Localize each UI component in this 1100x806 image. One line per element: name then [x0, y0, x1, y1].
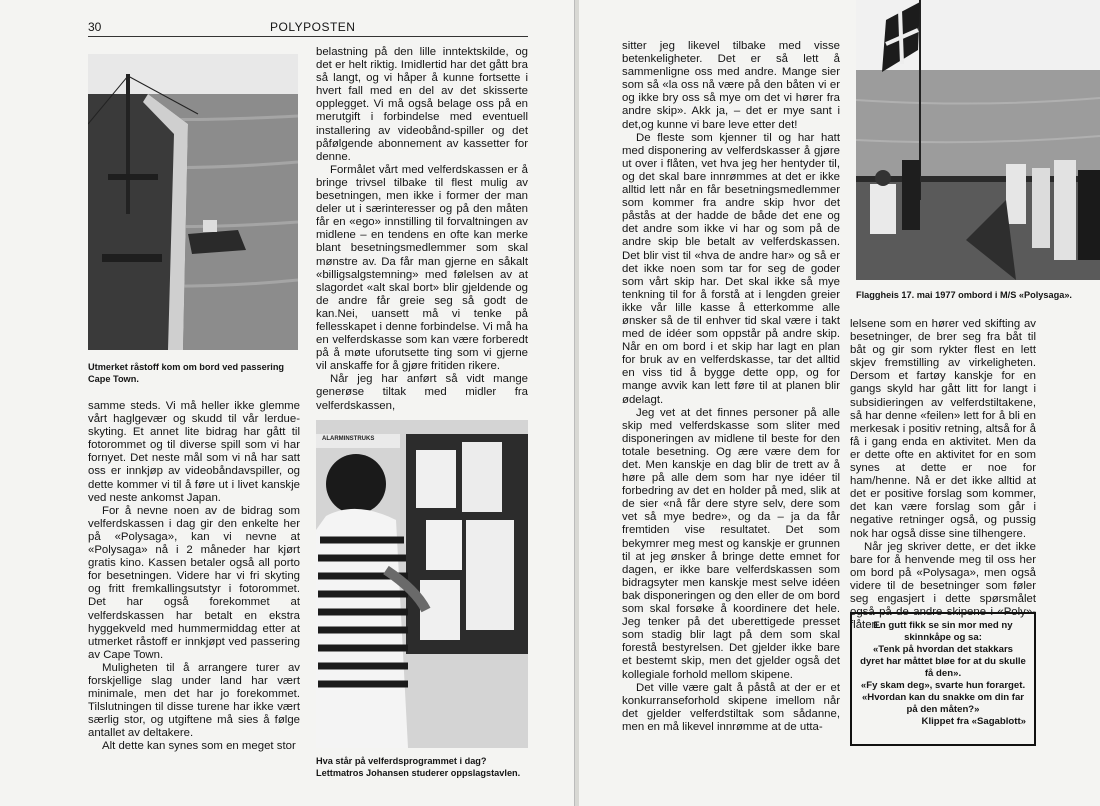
alarm-instruction-sign: ALARMINSTRUKS: [322, 436, 375, 442]
flag-hoist-photo: [856, 0, 1100, 280]
box-source: Klippet fra «Sagablott»: [921, 716, 1026, 727]
paragraph: Når jeg har anført så vidt mange generøse tiltak med midler fra velferdskassen,: [316, 373, 528, 412]
paragraph: Jeg vet at det finnes personer på alle skip med velferdskasse som sliter med disponeringen av midlene til beste for den totale besetning. Og ære være dem for det. Men kanskje en dag blir de trett av å høre på alle dem som har nye idéer til forbedring av det en holder på med, slik at de sier «nå får dere styre selv, dere som vet så mye bedre», og da – ja da får fremtiden vise resultatet. Det som bekymrer meg mest og kanskje er grunnen til at jeg ønsker å bringe dette emnet for dagen, er ikke bare velferdskassen som bidragsyter men kanskje mest selve idéen bak disponeringen og den eller de om bord som skal forsøke å koordinere det hele. Jeg tenker på det uberettigede presset som stadig blir lagt på dem som skal forestå bestyrelsen. Det gjelder ikke bare et bestemt skip, men det gjelder også det kollegiale forhold mellom skipene.: [622, 406, 840, 681]
anecdote-box: [850, 612, 1036, 746]
paragraph: Det ville være galt å påstå at der er et konkurranseforhold skipene imellom når det gjelder velferdstiltak som sådanne, men en må likevel innrømme at de utta-: [622, 681, 840, 733]
page-number: 30: [88, 20, 102, 34]
box-line: «Tenk på hvordan det stakkars dyret har måttet bløe for at du skulle få den».: [860, 644, 1026, 679]
photo-caption: Hva står på velferdsprogrammet i dag? Lettmatros Johansen studerer oppslagstavlen.: [316, 756, 521, 778]
paragraph: sitter jeg likevel tilbake med visse betenkeligheter. Det er så lett å sammenligne oss med andre. Mange sier som så «la oss nå være på den båten vi er og ikke bry oss så mye om det vi hører fra andre skip». Akk ja, – det er mye sant i det,og kunne vi bare leve etter det!: [622, 40, 840, 131]
photo-caption: Utmerket råstoff kom om bord ved passering Cape Town.: [88, 362, 285, 384]
paragraph: Formålet vårt med velferdskassen er å bringe trivsel tilbake til flest mulig av besetningen, men ikke i former der man deler ut i særinteresser og på den måten får en «ego» innstilling til forvaltningen av midlene – en tendens en ofte kan merke blant besetningsmedlemmer som skal mønstre av. Da får man gjerne en såkalt «billigsalgstemning» med følelsen av at slagordet «alt skal bort» blir gjeldende og de andre får greie seg så godt de kan.Nei, uansett må vi tenke på fellesskapet i denne forbindelse. Vi må ha en velferdskasse som kan være forberedt på å møte uforutsette ting som vi gjerne vil anskaffe for å gjøre fritiden rikere.: [316, 163, 528, 373]
paragraph: belastning på den lille inntektskilde, og det er helt riktig. Imidlertid har det gått bra så langt, og vi håper å kunne fortsette i hvert fall med en del av det skisserte opplegget. Vi må også belage oss på en merutgift i forbindelse med eventuell installering av videobånd-spiller og det påfølgende abonnement av kassetter for denne.: [316, 46, 528, 163]
running-header: POLYPOSTEN: [270, 20, 356, 34]
paragraph: Muligheten til å arrangere turer av forskjellige slag under land har vært minimale, men det har jo forekommet. Tilslutningen til disse turene har ikke vært særlig stor, og utgiftene må sies å følge antallet av deltakere.: [88, 661, 300, 740]
left-column-2: [316, 46, 528, 413]
paragraph: lelsene som en hører ved skifting av besetninger, de brer seg fra båt til båt og gir som rykter flest en lett skjev fremstilling av virkeligheten. Dersom et fartøy kanskje for en gangs skyld har gått litt for langt i subsidieringen av velferdstiltakene, så har denne «feilen» lett for å bli en merkesak i positiv retning, altså for å få i gang enda en aktivitet. Men da er dette ofte en aktivitet for en som synes at dette er noe for ham/henne. Nå er det ikke alltid at det er positive forslag som kommer, det kan være forslag som går i negative retninger også, og pussig nok har også disse sine tilhengere.: [850, 318, 1036, 540]
box-line: «Fy skam deg», svarte hun forarget. «Hvordan kan du snakke om din far på den måten?»: [860, 680, 1026, 715]
box-line: En gutt fikk se sin mor med ny skinnkåpe og sa:: [873, 620, 1013, 643]
left-column-1: [88, 400, 300, 754]
right-column-1: [622, 40, 840, 734]
header-rule: [88, 36, 528, 37]
ship-deck-photo: [88, 54, 298, 350]
paragraph: samme steds. Vi må heller ikke glemme vårt haglgevær og skudd til vår lerdue-skyting. Et annet lite bidrag har gått til fotorommet og til diverse spill som vi har fornyet. Det neste mål som vi nå har satt oss er innkjøp av videobåndavspiller, og dette kommer vi til å føre ut i livet kanskje ved neste ankomst Japan.: [88, 400, 300, 504]
photo-caption: Flaggheis 17. mai 1977 ombord i M/S «Polysaga».: [856, 290, 1072, 300]
paragraph: For å nevne noen av de bidrag som velferdskassen i dag gir den enkelte her på «Polysaga», kan vi nevne at «Polysaga» nå i 2 måneder har kjørt gratis kino. Kassen betaler også all porto for besetningen. Videre har vi fri skyting og fritt fremkallingsutstyr i fotorommet. Det har også forekommet at velferdskassen har betalt en ekstra hyggekveld med hummermiddag etter at utmerket råstoff er innkjøpt ved passering av Cape Town.: [88, 504, 300, 661]
notice-board-photo: [316, 420, 528, 748]
paragraph: Når jeg skriver dette, er det ikke bare for å henvende meg til oss her om bord på «Polysaga», men også videre til de besetninger som føler seg engasjert i dette spørsmålet også på de andre skipene i «Poly»-flåten.: [850, 540, 1036, 632]
paragraph: Alt dette kan synes som en meget stor: [102, 740, 296, 753]
right-column-2: [850, 318, 1036, 632]
paragraph: De fleste som kjenner til og har hatt med disponering av velferdskasser å gjøre ut over i flåten, vet hva jeg her hentyder til, og det skal bare innrømmes at det er ikke alltid lett når en får besetningsmedlemmer som kommer fra andre skip hvor det påstås at der hadde de både det ene og det andre som ikke vi har og som på de andre skip ble betalt av velferdskassen. Det blir vist til «hva de andre har» og så er det ikke noen som tar for seg de goder som vårt skip har. Det skal ikke så mye tenkning til for å forstå at i lengden greier ikke vår lille kasse å etterkomme alle ønsker så de til enhver tid skal være i takt med de idéer som oppstår på andre skip. Når en om bord i et skip har lagt en plan for bruk av en velferdskasse, tar det alltid en viss tid å bygge dette opp, og for mange avvik kan lett føre til at planen blir ødelagt.: [622, 131, 840, 406]
right-page: [578, 0, 1100, 806]
